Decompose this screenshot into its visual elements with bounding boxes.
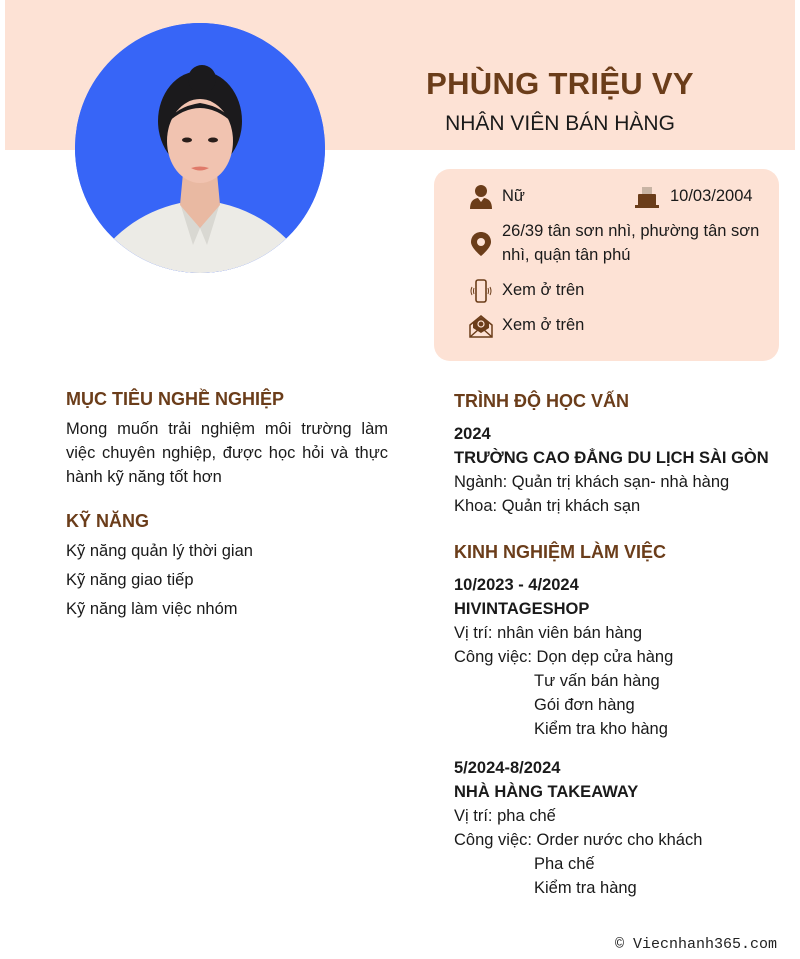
job-duty: Tư vấn bán hàng [534, 672, 660, 690]
person-icon [468, 184, 494, 210]
job-position: Vị trí: pha chế [454, 807, 556, 825]
experience-title: KINH NGHIỆM LÀM VIỆC [454, 542, 667, 562]
education-school: TRƯỜNG CAO ĐẲNG DU LỊCH SÀI GÒN [454, 449, 769, 467]
job-position: Vị trí: nhân viên bán hàng [454, 624, 643, 642]
job-duties-label: Công việc: [454, 648, 537, 666]
skills-title: KỸ NĂNG [66, 511, 150, 531]
experience-item-1 [454, 573, 673, 741]
job-duty: Order nước cho khách [536, 831, 703, 849]
skill-item: Kỹ năng làm việc nhóm [66, 600, 238, 618]
gender-row [468, 184, 525, 210]
objective-text: Mong muốn trải nghiệm môi trường làm việc chuyên nghiệp, được học hỏi và thực hành kỹ năng tốt hơn [66, 420, 388, 486]
gender-value: Nữ [502, 187, 525, 205]
location-pin-icon [468, 231, 494, 257]
job-title: NHÂN VIÊN BÁN HÀNG [445, 112, 675, 135]
skill-item: Kỹ năng giao tiếp [66, 571, 194, 589]
birthday-value: 10/03/2004 [670, 187, 753, 205]
birthday-cake-icon [634, 184, 660, 210]
skill-item: Kỹ năng quản lý thời gian [66, 542, 253, 560]
job-duties-label: Công việc: [454, 831, 537, 849]
education-faculty: Khoa: Quản trị khách sạn [454, 497, 641, 515]
job-duty: Kiểm tra hàng [534, 879, 637, 897]
birthday-row [634, 184, 753, 210]
education-title: TRÌNH ĐỘ HỌC VẤN [454, 391, 629, 411]
address-line-2: nhì, quận tân phú [502, 246, 631, 264]
job-duty: Pha chế [534, 855, 595, 873]
job-company: HIVINTAGESHOP [454, 600, 590, 618]
email-icon [468, 313, 494, 339]
profile-photo-icon [75, 23, 325, 273]
phone-row [468, 278, 584, 304]
email-value: Xem ở trên [502, 316, 585, 334]
experience-item-2 [454, 756, 702, 900]
address-line-1: 26/39 tân sơn nhì, phường tân sơn [502, 222, 760, 240]
job-duty: Dọn dẹp cửa hàng [536, 648, 674, 666]
job-period: 10/2023 - 4/2024 [454, 576, 579, 594]
address-row [468, 219, 759, 267]
objective-title: MỤC TIÊU NGHỀ NGHIỆP [66, 389, 285, 409]
avatar [75, 23, 325, 273]
education-year: 2024 [454, 425, 491, 443]
job-period: 5/2024-8/2024 [454, 759, 561, 777]
job-company: NHÀ HÀNG TAKEAWAY [454, 783, 639, 801]
phone-value: Xem ở trên [502, 281, 585, 299]
email-row [468, 313, 584, 339]
candidate-name: PHÙNG TRIỆU VY [426, 66, 694, 101]
job-duty: Gói đơn hàng [534, 696, 635, 714]
education-major: Ngành: Quản trị khách sạn- nhà hàng [454, 473, 730, 491]
phone-icon [468, 278, 494, 304]
job-duty: Kiểm tra kho hàng [534, 720, 668, 738]
footer-copyright: © Viecnhanh365.com [614, 936, 777, 953]
